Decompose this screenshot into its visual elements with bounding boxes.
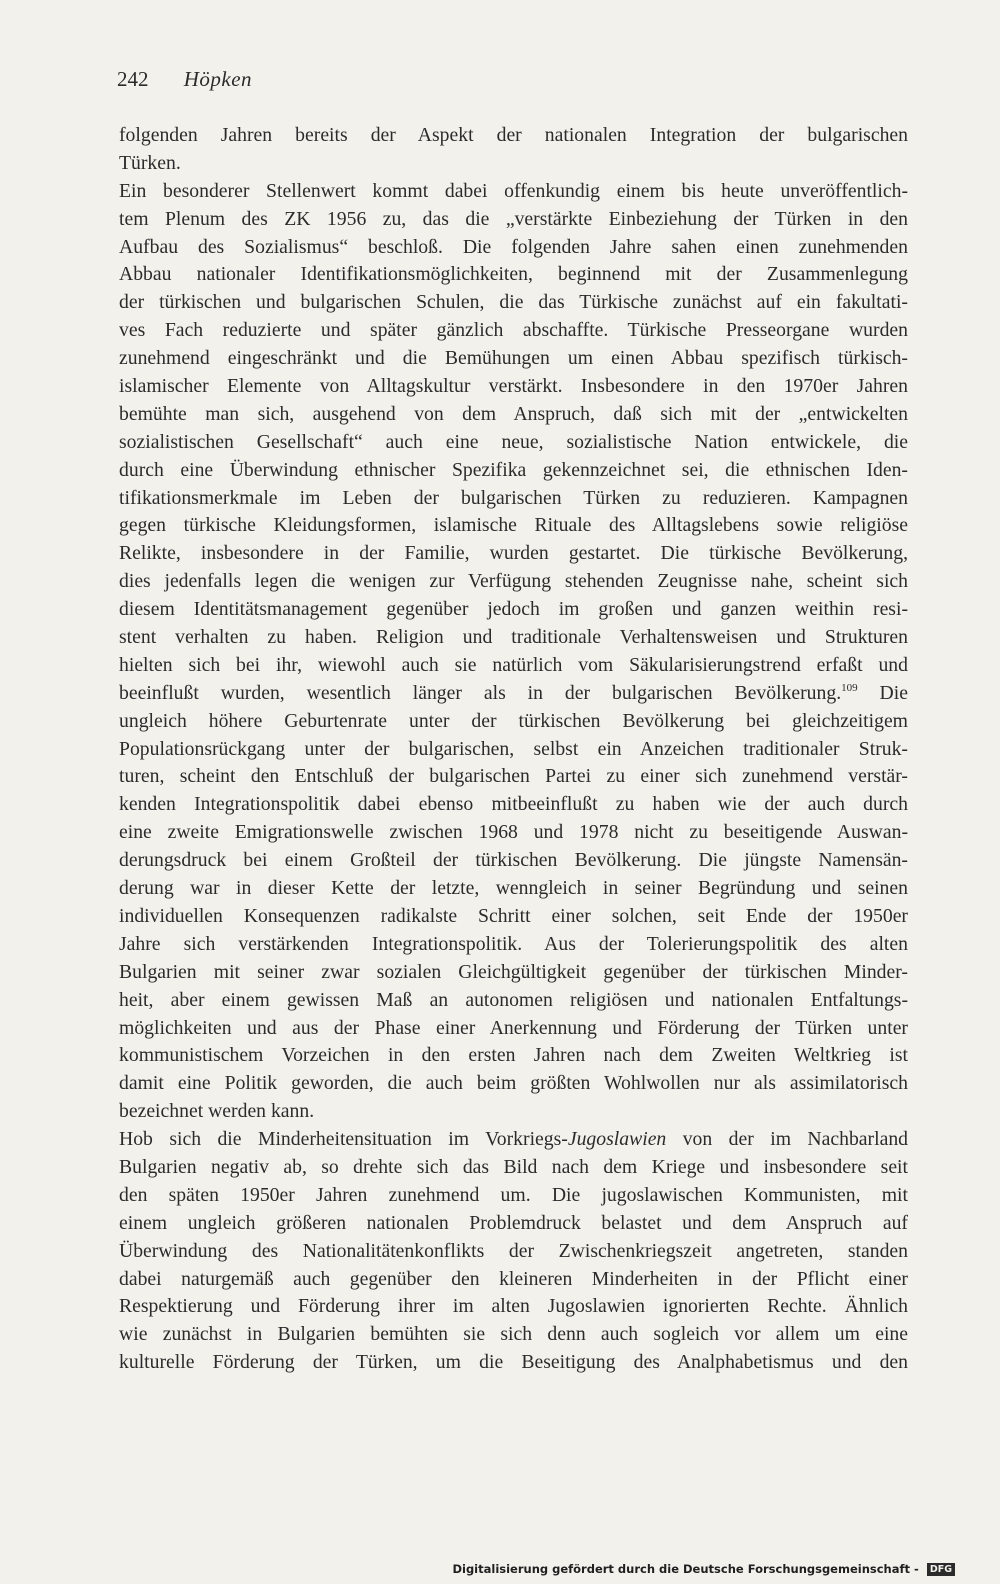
line-text: damit eine Politik geworden, die auch beim größten Wohlwollen nur als assimilatorisch	[119, 1072, 908, 1095]
line-text: derungsdruck bei einem Großteil der türkischen Bevölkerung. Die jüngste Namensän-	[119, 849, 908, 872]
running-head: Höpken	[183, 67, 253, 91]
text-line	[119, 261, 908, 289]
text-line	[119, 680, 908, 708]
text-line	[119, 931, 908, 959]
text-line	[119, 540, 908, 568]
line-text: dies jedenfalls legen die wenigen zur Verfügung stehenden Zeugnisse nahe, scheint sich	[119, 570, 908, 593]
footnote-reference: 109	[841, 681, 858, 694]
line-text: zunehmend eingeschränkt und die Bemühungen um einen Abbau spezifisch türkisch-	[119, 347, 908, 370]
line-text: den späten 1950er Jahren zunehmend um. Die jugoslawischen Kommunisten, mit	[119, 1183, 908, 1206]
line-text: derung war in dieser Kette der letzte, wenngleich in seiner Begründung und seinen	[119, 877, 908, 900]
line-text: stent verhalten zu haben. Religion und traditionale Verhaltensweisen und Strukturen	[119, 626, 908, 649]
line-text: Überwindung des Nationalitätenkonflikts der Zwischenkriegszeit angetreten, standen	[119, 1239, 908, 1262]
text-line	[119, 206, 908, 234]
italic-country-name: Jugoslawien	[567, 1128, 667, 1151]
text-line	[119, 596, 908, 624]
text-line	[119, 568, 908, 596]
text-line	[119, 1126, 908, 1154]
text-line	[119, 1293, 908, 1321]
text-line	[119, 317, 908, 345]
line-text: turen, scheint den Entschluß der bulgarischen Partei zu einer sich zunehmend verstär-	[119, 765, 908, 788]
text-line	[119, 1266, 908, 1294]
line-text: ungleich höhere Geburtenrate unter der türkischen Bevölkerung bei gleichzeitigem	[119, 709, 908, 732]
text-line	[119, 1210, 908, 1238]
text-line	[119, 736, 908, 764]
line-text: individuellen Konsequenzen radikalste Schritt einer solchen, seit Ende der 1950er	[119, 904, 908, 927]
page-header	[117, 66, 252, 92]
line-text: Türken.	[119, 151, 181, 174]
text-line	[119, 1015, 908, 1043]
text-line	[119, 959, 908, 987]
line-text: wie zunächst in Bulgarien bemühten sie sich denn auch sogleich vor allem um eine	[119, 1323, 908, 1346]
text-line	[119, 485, 908, 513]
text-line	[119, 875, 908, 903]
line-text: der türkischen und bulgarischen Schulen, die das Türkische zunächst auf ein fakultati-	[119, 291, 908, 314]
text-line	[119, 234, 908, 262]
line-text: gegen türkische Kleidungsformen, islamische Rituale des Alltagslebens sowie religiöse	[119, 514, 908, 537]
line-text: Ein besonderer Stellenwert kommt dabei offenkundig einem bis heute unveröffentlich-	[119, 179, 908, 202]
text-line	[119, 1182, 908, 1210]
text-line	[119, 847, 908, 875]
text-line	[119, 429, 908, 457]
text-line	[119, 1042, 908, 1070]
text-line	[119, 763, 908, 791]
text-line	[119, 1349, 908, 1377]
line-text: heit, aber einem gewissen Maß an autonomen religiösen und nationalen Entfaltungs-	[119, 988, 908, 1011]
body-text	[119, 122, 908, 1377]
line-text: durch eine Überwindung ethnischer Spezifika gekennzeichnet sei, die ethnischen Iden-	[119, 458, 908, 481]
text-line	[119, 150, 908, 178]
line-text: kommunistischem Vorzeichen in den ersten Jahren nach dem Zweiten Weltkrieg ist	[119, 1044, 908, 1067]
line-text: Hob sich die Minderheitensituation im Vorkriegs-	[119, 1128, 568, 1151]
text-line	[119, 457, 908, 485]
text-line	[119, 1321, 908, 1349]
line-text: tem Plenum des ZK 1956 zu, das die „verstärkte Einbeziehung der Türken in den	[119, 207, 908, 230]
line-text: Aufbau des Sozialismus“ beschloß. Die folgenden Jahre sahen einen zunehmenden	[119, 235, 908, 258]
text-line	[119, 1238, 908, 1266]
line-text-continuation: Die	[857, 681, 908, 704]
text-line	[119, 987, 908, 1015]
text-line	[119, 1070, 908, 1098]
text-line	[119, 178, 908, 206]
text-line	[119, 289, 908, 317]
line-text: bemühte man sich, ausgehend von dem Anspruch, daß sich mit der „entwickelten	[119, 402, 908, 425]
line-text: Relikte, insbesondere in der Familie, wurden gestartet. Die türkische Bevölkerung,	[119, 542, 908, 565]
line-text: ves Fach reduzierte und später gänzlich abschaffte. Türkische Presseorgane wurden	[119, 319, 908, 342]
line-text: folgenden Jahren bereits der Aspekt der nationalen Integration der bulgarischen	[119, 124, 908, 146]
text-line	[119, 345, 908, 373]
line-text: Bulgarien mit seiner zwar sozialen Gleichgültigkeit gegenüber der türkischen Minder-	[119, 960, 908, 983]
dfg-logo: DFG	[927, 1563, 955, 1576]
line-text: eine zweite Emigrationswelle zwischen 1968 und 1978 nicht zu beseitigende Auswan-	[119, 821, 908, 844]
line-text: Jahre sich verstärkenden Integrationspolitik. Aus der Tolerierungspolitik des alten	[119, 932, 908, 955]
text-line	[119, 903, 908, 931]
line-text: islamischer Elemente von Alltagskultur verstärkt. Insbesondere in den 1970er Jahren	[119, 375, 908, 398]
text-line	[119, 373, 908, 401]
text-line	[119, 401, 908, 429]
line-text: tifikationsmerkmale im Leben der bulgarischen Türken zu reduzieren. Kampagnen	[119, 486, 908, 509]
text-line	[119, 1154, 908, 1182]
line-text: hielten sich bei ihr, wiewohl auch sie natürlich vom Säkularisierungstrend erfaßt und	[119, 653, 908, 676]
text-line	[119, 652, 908, 680]
line-text: kenden Integrationspolitik dabei ebenso mitbeeinflußt zu haben wie der auch durch	[119, 793, 908, 816]
text-line	[119, 819, 908, 847]
line-text: Abbau nationaler Identifikationsmöglichkeiten, beginnend mit der Zusammenlegung	[119, 263, 908, 286]
line-text: möglichkeiten und aus der Phase einer Anerkennung und Förderung der Türken unter	[119, 1016, 908, 1039]
line-text: dabei naturgemäß auch gegenüber den kleineren Minderheiten in der Pflicht einer	[119, 1267, 908, 1290]
text-line	[119, 791, 908, 819]
text-line	[119, 1098, 908, 1126]
line-text-continuation: von der im Nachbarland	[666, 1128, 909, 1151]
line-text: kulturelle Förderung der Türken, um die Beseitigung des Analphabetismus und den	[119, 1351, 908, 1374]
page-number: 242	[117, 67, 149, 91]
line-text: Bulgarien negativ ab, so drehte sich das Bild nach dem Kriege und insbesondere seit	[119, 1155, 908, 1178]
line-text: Respektierung und Förderung ihrer im alten Jugoslawien ignorierten Rechte. Ähnlich	[119, 1295, 908, 1318]
line-text: bezeichnet werden kann.	[119, 1100, 315, 1123]
text-line	[119, 122, 908, 150]
credit-text: Digitalisierung gefördert durch die Deutsche Forschungsgemeinschaft -	[452, 1562, 919, 1576]
text-line	[119, 708, 908, 736]
line-text: beeinflußt wurden, wesentlich länger als in der bulgarischen Bevölkerung.	[119, 681, 842, 704]
line-text: einem ungleich größeren nationalen Problemdruck belastet und dem Anspruch auf	[119, 1211, 908, 1234]
line-text: Populationsrückgang unter der bulgarischen, selbst ein Anzeichen traditionaler Struk-	[119, 737, 908, 760]
line-text: sozialistischen Gesellschaft“ auch eine neue, sozialistische Nation entwickele, die	[119, 430, 908, 453]
digitization-credit	[452, 1562, 955, 1576]
text-line	[119, 512, 908, 540]
line-text: diesem Identitätsmanagement gegenüber jedoch im großen und ganzen weithin resi-	[119, 598, 908, 621]
text-line	[119, 624, 908, 652]
